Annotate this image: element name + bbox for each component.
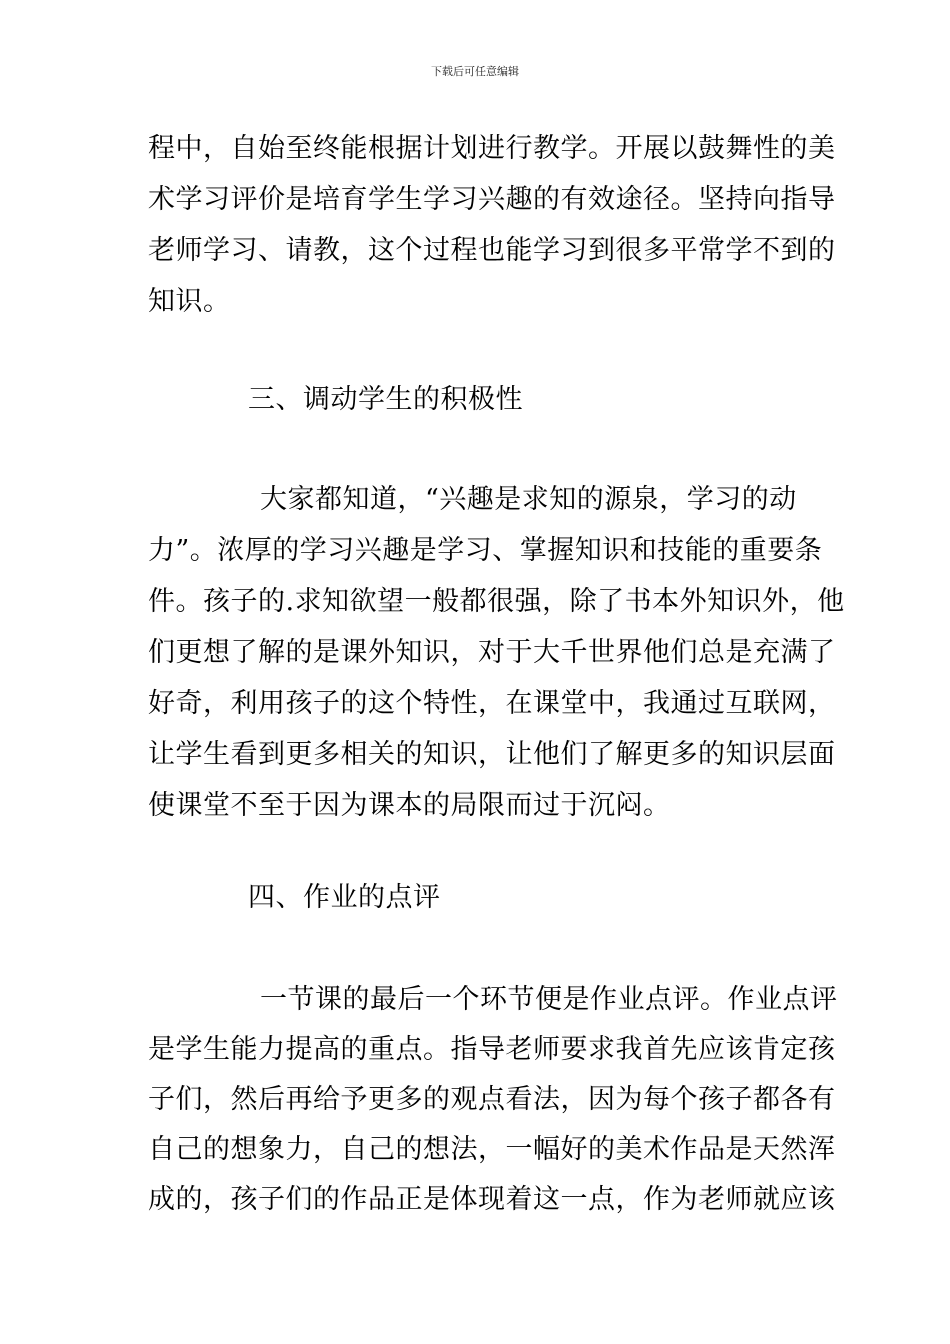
paragraph-line: 知识。 — [148, 286, 231, 317]
section-heading: 四、作业的点评 — [248, 882, 441, 913]
paragraph-line: 程中，自始至终能根据计划进行教学。开展以鼓舞性的美 — [148, 133, 836, 164]
paragraph-line: 力”。浓厚的学习兴趣是学习、掌握知识和技能的重要条 — [148, 535, 823, 566]
paragraph-line: 们更想了解的是课外知识，对于大千世界他们总是充满了 — [148, 637, 836, 668]
paragraph-line: 是学生能力提高的重点。指导老师要求我首先应该肯定孩 — [148, 1034, 836, 1065]
paragraph-line: 老师学习、请教，这个过程也能学习到很多平常学不到的 — [148, 235, 836, 266]
paragraph-line: 自己的想象力，自己的想法，一幅好的美术作品是天然浑 — [148, 1134, 836, 1165]
section-heading: 三、调动学生的积极性 — [248, 384, 523, 415]
paragraph-line: 大家都知道，“兴趣是求知的源泉，学习的动 — [260, 484, 797, 515]
paragraph-line: 一节课的最后一个环节便是作业点评。作业点评 — [260, 984, 838, 1015]
paragraph-line: 好奇，利用孩子的这个特性，在课堂中，我通过互联网， — [148, 688, 836, 719]
paragraph-line: 子们，然后再给予更多的观点看法，因为每个孩子都各有 — [148, 1084, 836, 1115]
paragraph-line: 使课堂不至于因为课本的局限而过于沉闷。 — [148, 790, 671, 821]
paragraph-line: 件。孩子的.求知欲望一般都很强，除了书本外知识外，他 — [148, 586, 845, 617]
paragraph-line: 让学生看到更多相关的知识，让他们了解更多的知识层面 — [148, 739, 836, 770]
paragraph-line: 术学习评价是培育学生学习兴趣的有效途径。坚持向指导 — [148, 184, 836, 215]
paragraph-line: 成的，孩子们的作品正是体现着这一点，作为老师就应该 — [148, 1184, 836, 1215]
page-header: 下载后可任意编辑 — [431, 65, 519, 78]
